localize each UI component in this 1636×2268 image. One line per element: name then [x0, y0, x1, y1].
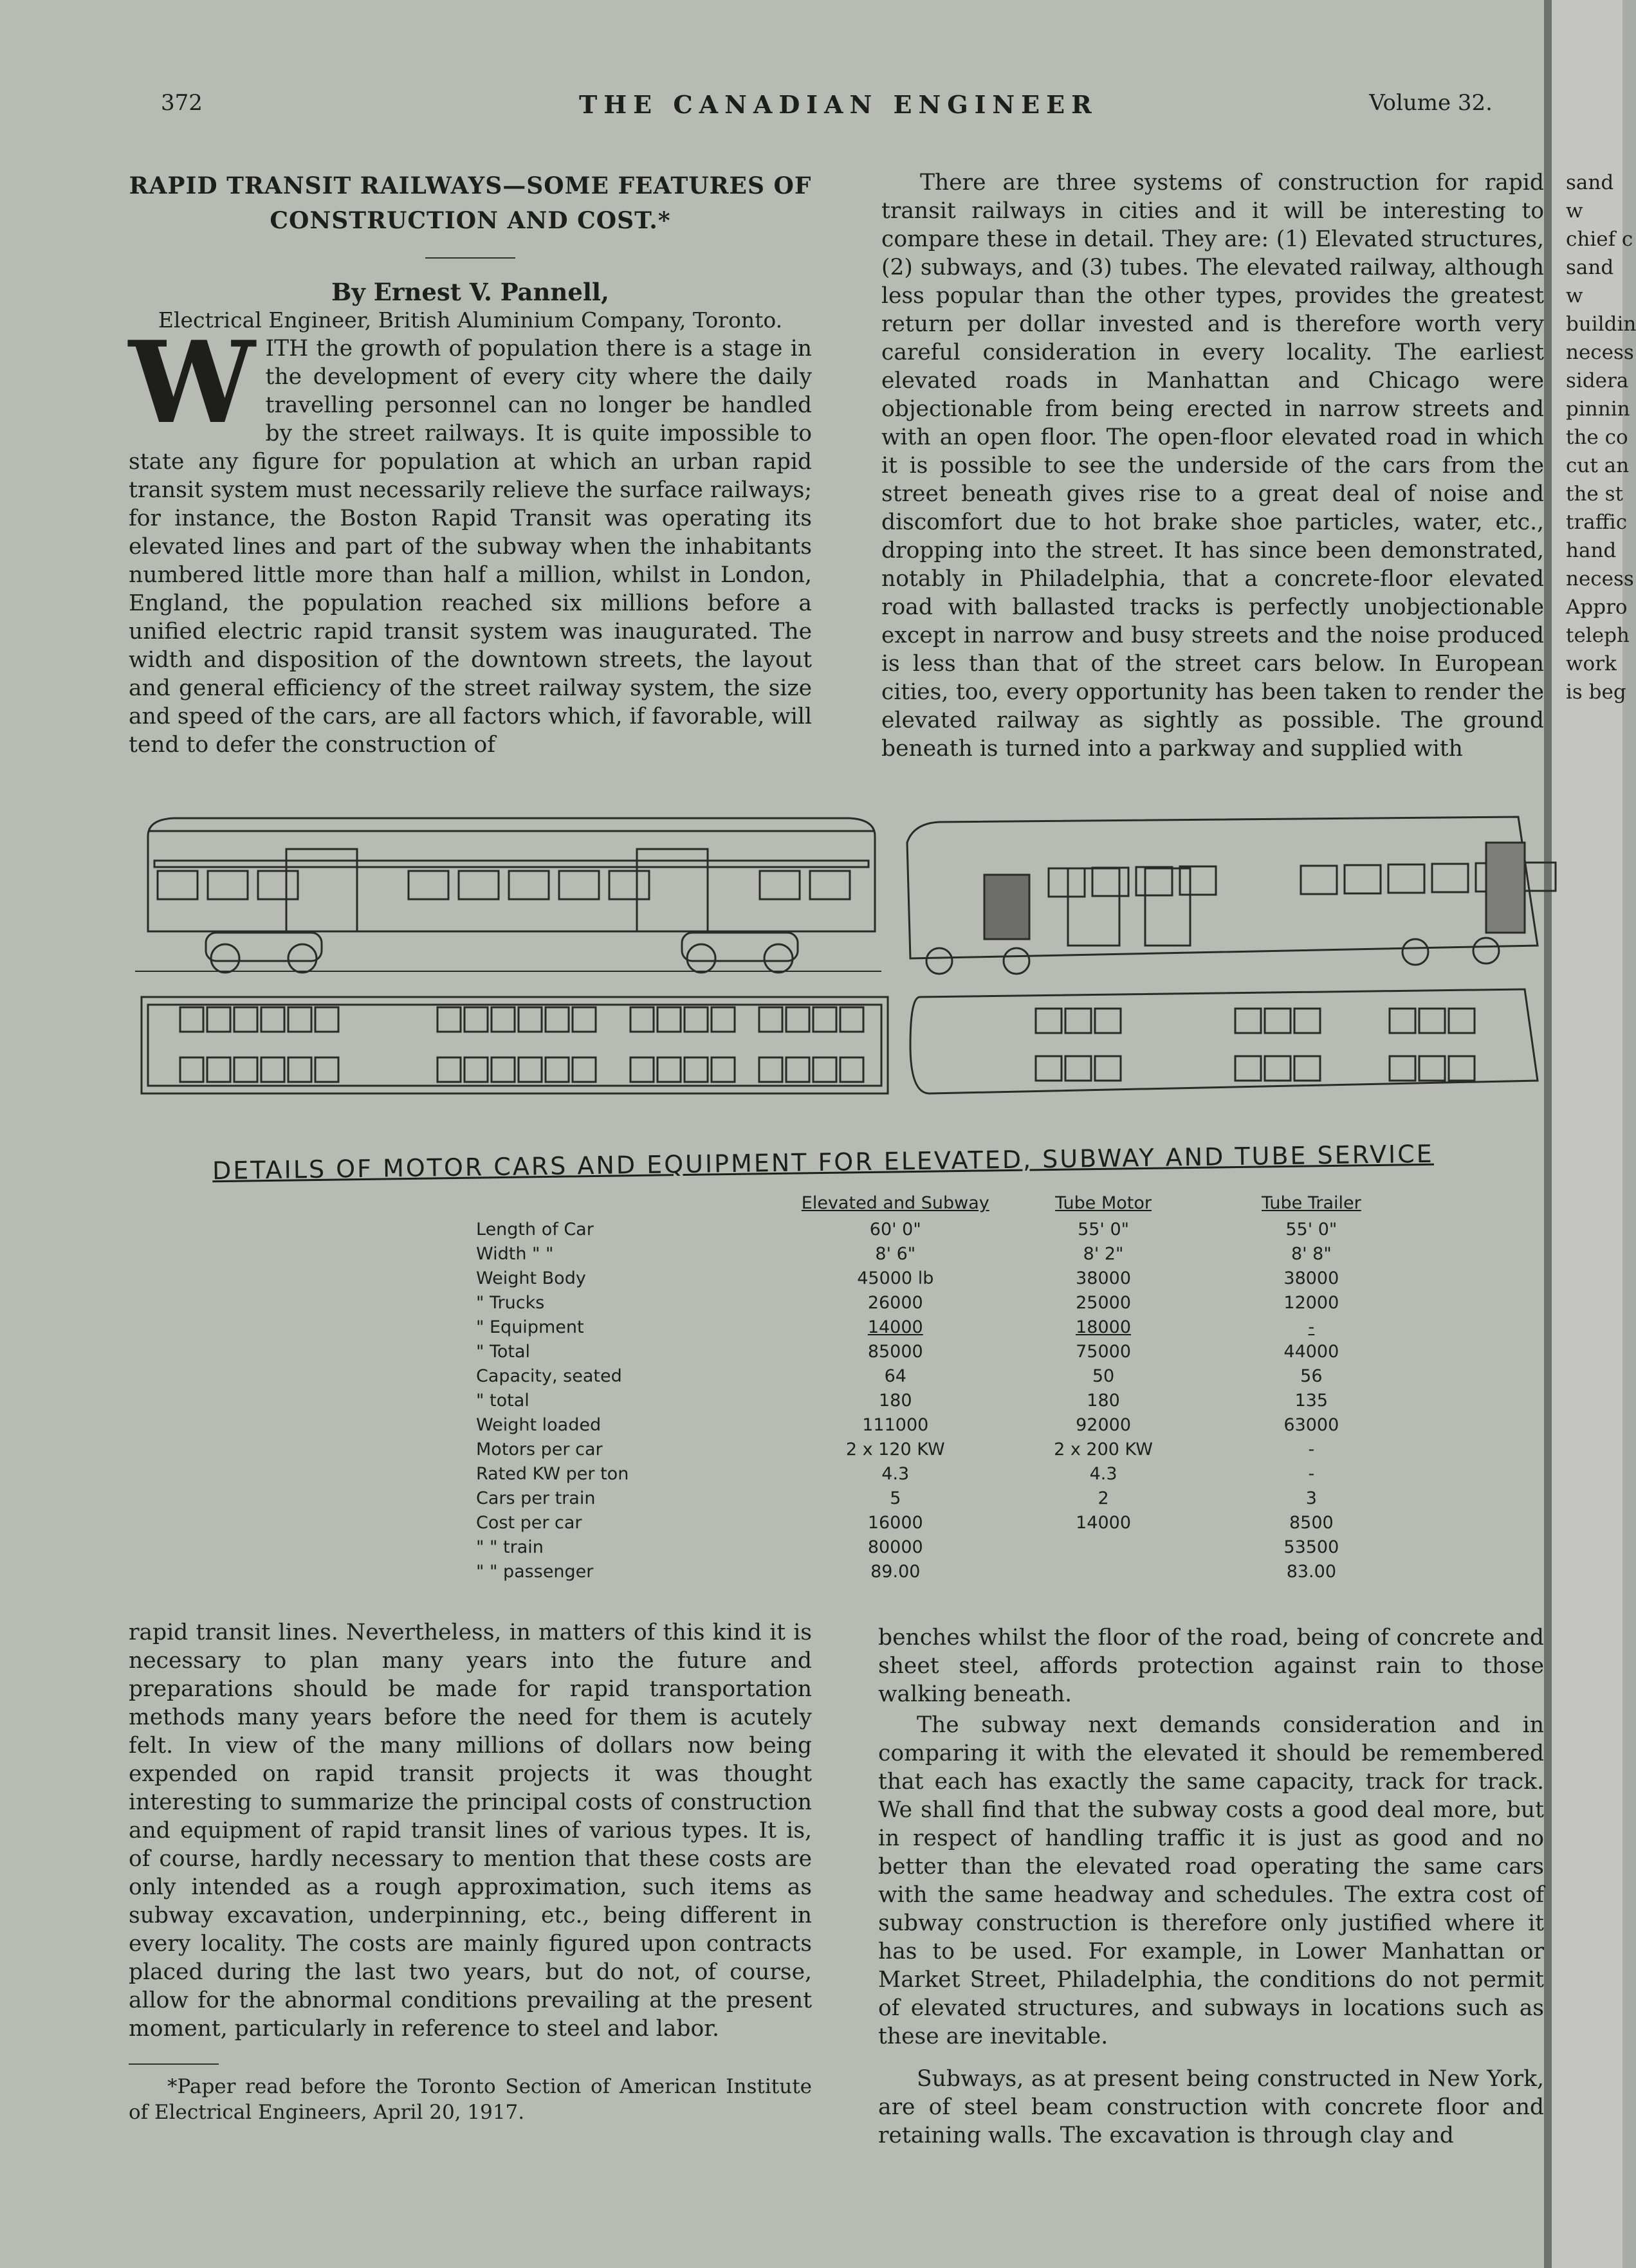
- spec-row: [476, 1266, 1415, 1290]
- plan-window-blocks: [180, 1007, 1475, 1082]
- footnote: *Paper read before the Toronto Section of American Institute of Electrical Engineers, April 20, 1917.: [129, 2075, 812, 2124]
- adjacent-fragment: cut an: [1566, 454, 1630, 477]
- spec-header-elevated: Elevated and Subway: [801, 1193, 989, 1213]
- volume-label: Volume 32.: [1369, 90, 1493, 116]
- spec-row-value: 64: [884, 1366, 906, 1386]
- benches-paragraph: benches whilst the floor of the road, being of concrete and sheet steel, affords protection against rain to those walking beneath.: [878, 1625, 1544, 1707]
- adjacent-fragment: sand w: [1566, 256, 1614, 307]
- plan-seat-block: [1449, 1056, 1475, 1081]
- car-window: [509, 871, 549, 899]
- spec-row-value: -: [1308, 1463, 1315, 1484]
- plan-seat-block: [1095, 1009, 1121, 1033]
- plan-seat-block: [712, 1007, 735, 1032]
- plan-seat-block: [840, 1057, 863, 1082]
- plan-seat-block: [437, 1007, 461, 1032]
- spec-row-value: 60' 0": [869, 1219, 921, 1239]
- spec-row-value: 2 x 200 KW: [1054, 1439, 1153, 1459]
- spec-row-value: 8' 6": [875, 1243, 916, 1264]
- plan-seat-block: [573, 1007, 596, 1032]
- spec-row-label: Weight Body: [476, 1268, 586, 1288]
- spec-row-value: 4.3: [881, 1463, 910, 1484]
- plan-seat-block: [207, 1007, 230, 1032]
- spec-row: [476, 1388, 1415, 1413]
- plan-seat-block: [786, 1007, 809, 1032]
- figure-caption: DETAILS OF MOTOR CARS AND EQUIPMENT FOR ELEVATED, SUBWAY AND TUBE SERVICE: [212, 1139, 1435, 1185]
- spec-row-value: 92000: [1076, 1414, 1132, 1435]
- spec-row: [476, 1510, 1415, 1535]
- spec-row-value: 55' 0": [1285, 1219, 1337, 1239]
- adjacent-fragment: necess: [1566, 341, 1634, 364]
- spec-row-value: 180: [879, 1390, 912, 1411]
- divider: [425, 257, 515, 259]
- plan-seat-block: [813, 1057, 836, 1082]
- left-column-bottom: [129, 1618, 812, 2125]
- plan-seat-block: [492, 1057, 515, 1082]
- spec-row-value: 111000: [862, 1414, 929, 1435]
- spec-row-value: 18000: [1076, 1317, 1132, 1337]
- spec-row-value: 85000: [867, 1341, 923, 1362]
- spec-row: [476, 1364, 1415, 1388]
- plan-seat-block: [1294, 1056, 1320, 1081]
- plan-seat-block: [1036, 1009, 1062, 1033]
- author-byline: By Ernest V. Pannell,: [331, 278, 609, 306]
- adjacent-fragment: the st: [1566, 482, 1623, 506]
- adjacent-fragment: Appro: [1566, 596, 1628, 619]
- car-window: [1301, 866, 1337, 894]
- plan-seat-block: [180, 1057, 203, 1082]
- spec-row-label: " Equipment: [476, 1317, 584, 1337]
- adjacent-fragment: sand w: [1566, 171, 1614, 223]
- car-window: [1388, 864, 1424, 893]
- spec-row: [476, 1461, 1415, 1486]
- spec-row-value: 14000: [867, 1317, 923, 1337]
- car-window: [609, 871, 649, 899]
- car-window: [1092, 868, 1128, 896]
- car-window: [158, 871, 198, 899]
- spec-row-value: 63000: [1283, 1414, 1339, 1435]
- elevated-car-windows: [158, 863, 1556, 899]
- plan-seat-block: [1065, 1009, 1091, 1033]
- plan-seat-block: [813, 1007, 836, 1032]
- adjacent-fragment: is beg: [1566, 681, 1626, 704]
- footnote-rule: [129, 2063, 219, 2065]
- construction-paragraph: Subways, as at present being constructed in New York, are of steel beam construction with concrete floor and retaining walls. The excavation is through clay and: [878, 2066, 1544, 2148]
- spec-row-value: 26000: [867, 1292, 923, 1313]
- spec-row-value: 2: [1098, 1488, 1109, 1508]
- spec-row: [476, 1535, 1415, 1559]
- plan-seat-block: [288, 1007, 311, 1032]
- spec-row-label: " " train: [476, 1537, 544, 1557]
- spec-row-label: " " passenger: [476, 1561, 594, 1582]
- journal-title: THE CANADIAN ENGINEER: [579, 90, 1098, 119]
- spec-row-value: [999, 1559, 1207, 1584]
- plan-seat-block: [1036, 1056, 1062, 1081]
- spec-row-value: 38000: [1076, 1268, 1132, 1288]
- plan-seat-block: [234, 1007, 257, 1032]
- spec-row-value: 25000: [1076, 1292, 1132, 1313]
- drop-cap: W: [129, 317, 255, 449]
- plan-seat-block: [315, 1057, 338, 1082]
- spec-row-value: [999, 1535, 1207, 1559]
- spec-row-label: Capacity, seated: [476, 1366, 622, 1386]
- plan-seat-block: [464, 1057, 488, 1082]
- spec-header-tube-trailer: Tube Trailer: [1261, 1193, 1361, 1213]
- spec-row: [476, 1315, 1415, 1339]
- spec-row-label: Rated KW per ton: [476, 1463, 629, 1484]
- spec-row-value: 38000: [1283, 1268, 1339, 1288]
- adjacent-fragment: traffic: [1566, 511, 1628, 534]
- plan-seat-block: [261, 1007, 284, 1032]
- spec-header-tube-motor: Tube Motor: [1055, 1193, 1152, 1213]
- spec-row-value: 56: [1300, 1366, 1323, 1386]
- plan-seat-block: [657, 1007, 681, 1032]
- adjacent-fragment: necess: [1566, 567, 1634, 590]
- page-number: 372: [161, 90, 203, 116]
- plan-seat-block: [519, 1007, 542, 1032]
- spec-header-blank: [476, 1193, 791, 1217]
- plan-seat-block: [685, 1057, 708, 1082]
- car-window: [810, 871, 850, 899]
- car-window: [1432, 864, 1468, 892]
- adjacent-fragment: sidera: [1566, 369, 1629, 392]
- article-title: RAPID TRANSIT RAILWAYS—SOME FEATURES OF CONSTRUCTION AND COST.*: [129, 172, 812, 234]
- right-column-bottom: [878, 1623, 1544, 2150]
- spec-row-value: 53500: [1283, 1537, 1339, 1557]
- spec-row-value: 2 x 120 KW: [845, 1439, 945, 1459]
- spec-row: [476, 1413, 1415, 1437]
- adjacent-fragment: buildin: [1566, 313, 1636, 336]
- plan-seat-block: [1390, 1056, 1415, 1081]
- plan-seat-block: [1449, 1009, 1475, 1033]
- subway-paragraph: The subway next demands consideration and in comparing it with the elevated it should be remembered that each has exactly the same capacity, track for track. We shall find that the subway costs a good deal more, but in respect of handling traffic it is just as good and no better than the elevated road operating the same cars with the same headway and schedules. The extra cost of subway construction is therefore only justified where it has to be used. For example, in Lower Manhattan or Market Street, Philadelphia, the conditions do not permit of elevated structures, and subways in locations such as these are inevitable.: [878, 1712, 1544, 2049]
- adjacent-fragment: work: [1566, 652, 1617, 675]
- spec-row-value: 14000: [1076, 1512, 1132, 1533]
- plan-seat-block: [1065, 1056, 1091, 1081]
- right-column-top: [881, 169, 1544, 763]
- spec-row-value: 80000: [867, 1537, 923, 1557]
- car-window: [760, 871, 800, 899]
- adjacent-fragment: hand: [1566, 539, 1617, 562]
- spec-row-value: 89.00: [870, 1561, 921, 1582]
- spec-row: [476, 1241, 1415, 1266]
- plan-seat-block: [464, 1007, 488, 1032]
- plan-seat-block: [657, 1057, 681, 1082]
- spec-row-label: " Total: [476, 1341, 531, 1362]
- adjacent-page-strip: [1552, 0, 1636, 2268]
- car-window: [258, 871, 298, 899]
- page-header: [161, 90, 1544, 129]
- costs-paragraph: rapid transit lines. Nevertheless, in matters of this kind it is necessary to plan many years into the future and preparations should be made for rapid transportation methods many years before the need for them is acutely felt. In view of the many millions of dollars now being expended on rapid transit projects it was thought interesting to summarize the principal costs of construction and equipment of rapid transit lines of various types. It is, of course, hardly necessary to mention that these costs are only intended as a rough approximation, such items as subway excavation, underpinning, etc., being different in every locality. The costs are mainly figured upon contracts placed during the last two years, but do not, of course, allow for the abnormal conditions prevailing at the present moment, particularly in reference to steel and labor.: [129, 1620, 812, 2042]
- plan-seat-block: [180, 1007, 203, 1032]
- plan-seat-block: [630, 1007, 654, 1032]
- spec-row: [476, 1559, 1415, 1584]
- spec-row-value: 5: [890, 1488, 901, 1508]
- spec-row-value: 8' 2": [1083, 1243, 1124, 1264]
- adjacent-fragment: chief c: [1566, 228, 1633, 251]
- plan-seat-block: [1390, 1009, 1415, 1033]
- plan-seat-block: [786, 1057, 809, 1082]
- adjacent-fragment: teleph: [1566, 624, 1630, 647]
- spec-row-value: 83.00: [1286, 1561, 1336, 1582]
- plan-seat-block: [315, 1007, 338, 1032]
- spec-row-label: Weight loaded: [476, 1414, 602, 1435]
- spec-row-value: 44000: [1283, 1341, 1339, 1362]
- spec-row-value: 4.3: [1089, 1463, 1117, 1484]
- plan-seat-block: [288, 1057, 311, 1082]
- plan-seat-block: [546, 1007, 569, 1032]
- adjacent-page-text: [1566, 169, 1636, 706]
- systems-paragraph: There are three systems of construction for rapid transit railways in cities and it will be interesting to compare these in detail. They are: (1) Elevated structures, (2) subways, and (3) tubes. The elevated railway, although less popular than the other types, provides the greatest return per dollar invested and is therefore worth very careful consideration in every locality. The earliest elevated roads in Manhattan and Chicago were objectionable from being erected in narrow streets and with an open floor. The open-floor elevated road in which it is possible to see the underside of the cars from the street beneath gives rise to a great deal of noise and discomfort due to hot brake shoe particles, water, etc., dropping into the street. It has since been demonstrated, notably in Philadelphia, that a concrete-floor elevated road with ballasted tracks is perfectly unobjectionable except in narrow and busy streets and the noise produced is less than that of the street cars below. In European cities, too, every opportunity has been taken to render the elevated railway as sightly as possible. The ground beneath is turned into a parkway and supplied with: [881, 170, 1544, 762]
- plan-seat-block: [261, 1057, 284, 1082]
- specification-table: [476, 1193, 1415, 1584]
- spec-row-value: 12000: [1283, 1292, 1339, 1313]
- plan-seat-block: [712, 1057, 735, 1082]
- plan-seat-block: [207, 1057, 230, 1082]
- plan-seat-block: [840, 1007, 863, 1032]
- spec-row-value: 135: [1294, 1390, 1328, 1411]
- left-column-top: [129, 169, 812, 759]
- spec-row: [476, 1339, 1415, 1364]
- spec-row: [476, 1437, 1415, 1461]
- plan-seat-block: [1294, 1009, 1320, 1033]
- spec-row-value: 50: [1092, 1366, 1115, 1386]
- plan-seat-block: [1419, 1056, 1445, 1081]
- car-window: [1136, 867, 1172, 895]
- car-window: [1180, 866, 1216, 895]
- car-window: [1049, 868, 1085, 897]
- car-window: [459, 871, 499, 899]
- plan-seat-block: [630, 1057, 654, 1082]
- plan-seat-block: [234, 1057, 257, 1082]
- plan-seat-block: [492, 1007, 515, 1032]
- car-diagram: [129, 804, 1544, 1100]
- spec-row-value: -: [1308, 1439, 1315, 1459]
- spec-row-value: 180: [1087, 1390, 1120, 1411]
- plan-seat-block: [546, 1057, 569, 1082]
- spec-row-label: Motors per car: [476, 1439, 603, 1459]
- plan-seat-block: [1235, 1009, 1261, 1033]
- spec-row-value: 8500: [1289, 1512, 1334, 1533]
- plan-seat-block: [1265, 1009, 1291, 1033]
- plan-seat-block: [759, 1007, 782, 1032]
- spec-row-label: Cost per car: [476, 1512, 582, 1533]
- tube-car-elevation: [907, 817, 1538, 974]
- plan-seat-block: [573, 1057, 596, 1082]
- spec-row-label: " total: [476, 1390, 529, 1411]
- book-spine: [1544, 0, 1552, 2268]
- spec-row-label: Length of Car: [476, 1219, 594, 1239]
- plan-seat-block: [759, 1057, 782, 1082]
- spec-row: [476, 1217, 1415, 1241]
- car-window: [208, 871, 248, 899]
- spec-row-value: -: [1308, 1317, 1315, 1337]
- spec-row-value: 75000: [1076, 1341, 1132, 1362]
- car-window: [559, 871, 599, 899]
- car-window: [1345, 865, 1381, 893]
- spec-row-value: 3: [1305, 1488, 1317, 1508]
- plan-seat-block: [1419, 1009, 1445, 1033]
- spec-row-label: Width " ": [476, 1243, 554, 1264]
- spec-row: [476, 1290, 1415, 1315]
- plan-seat-block: [1265, 1056, 1291, 1081]
- spec-row-value: 8' 8": [1291, 1243, 1332, 1264]
- spec-row-value: 55' 0": [1078, 1219, 1130, 1239]
- spec-row-label: Cars per train: [476, 1488, 596, 1508]
- spec-row-label: " Trucks: [476, 1292, 545, 1313]
- adjacent-fragment: the co: [1566, 426, 1628, 449]
- spec-rows: [476, 1217, 1415, 1584]
- plan-seat-block: [437, 1057, 461, 1082]
- spec-row: [476, 1486, 1415, 1510]
- intro-text: ITH the growth of population there is a stage in the development of every city where the daily travelling personnel can no longer be handled by the street railways. It is quite impossible to state any figure for population at which an urban rapid transit system must necessarily relieve the surface railways; for instance, the Boston Rapid Transit was operating its elevated lines and part of the subway when the inhabitants numbered little more than half a million, whilst in London, England, the population reached six millions before a unified electric rapid transit system was inaugurated. The width and disposition of the downtown streets, the layout and general efficiency of the street railway system, the size and speed of the cars, are all factors which, if favorable, will tend to defer the construction of: [129, 336, 812, 758]
- plan-seat-block: [685, 1007, 708, 1032]
- adjacent-fragment: pinnin: [1566, 398, 1630, 421]
- plan-seat-block: [1235, 1056, 1261, 1081]
- car-window: [409, 871, 448, 899]
- plan-seat-block: [1095, 1056, 1121, 1081]
- author-affiliation: Electrical Engineer, British Aluminium Company, Toronto.: [158, 307, 783, 333]
- spec-row-value: 16000: [867, 1512, 923, 1533]
- plan-seat-block: [519, 1057, 542, 1082]
- spec-row-value: 45000 lb: [857, 1268, 934, 1288]
